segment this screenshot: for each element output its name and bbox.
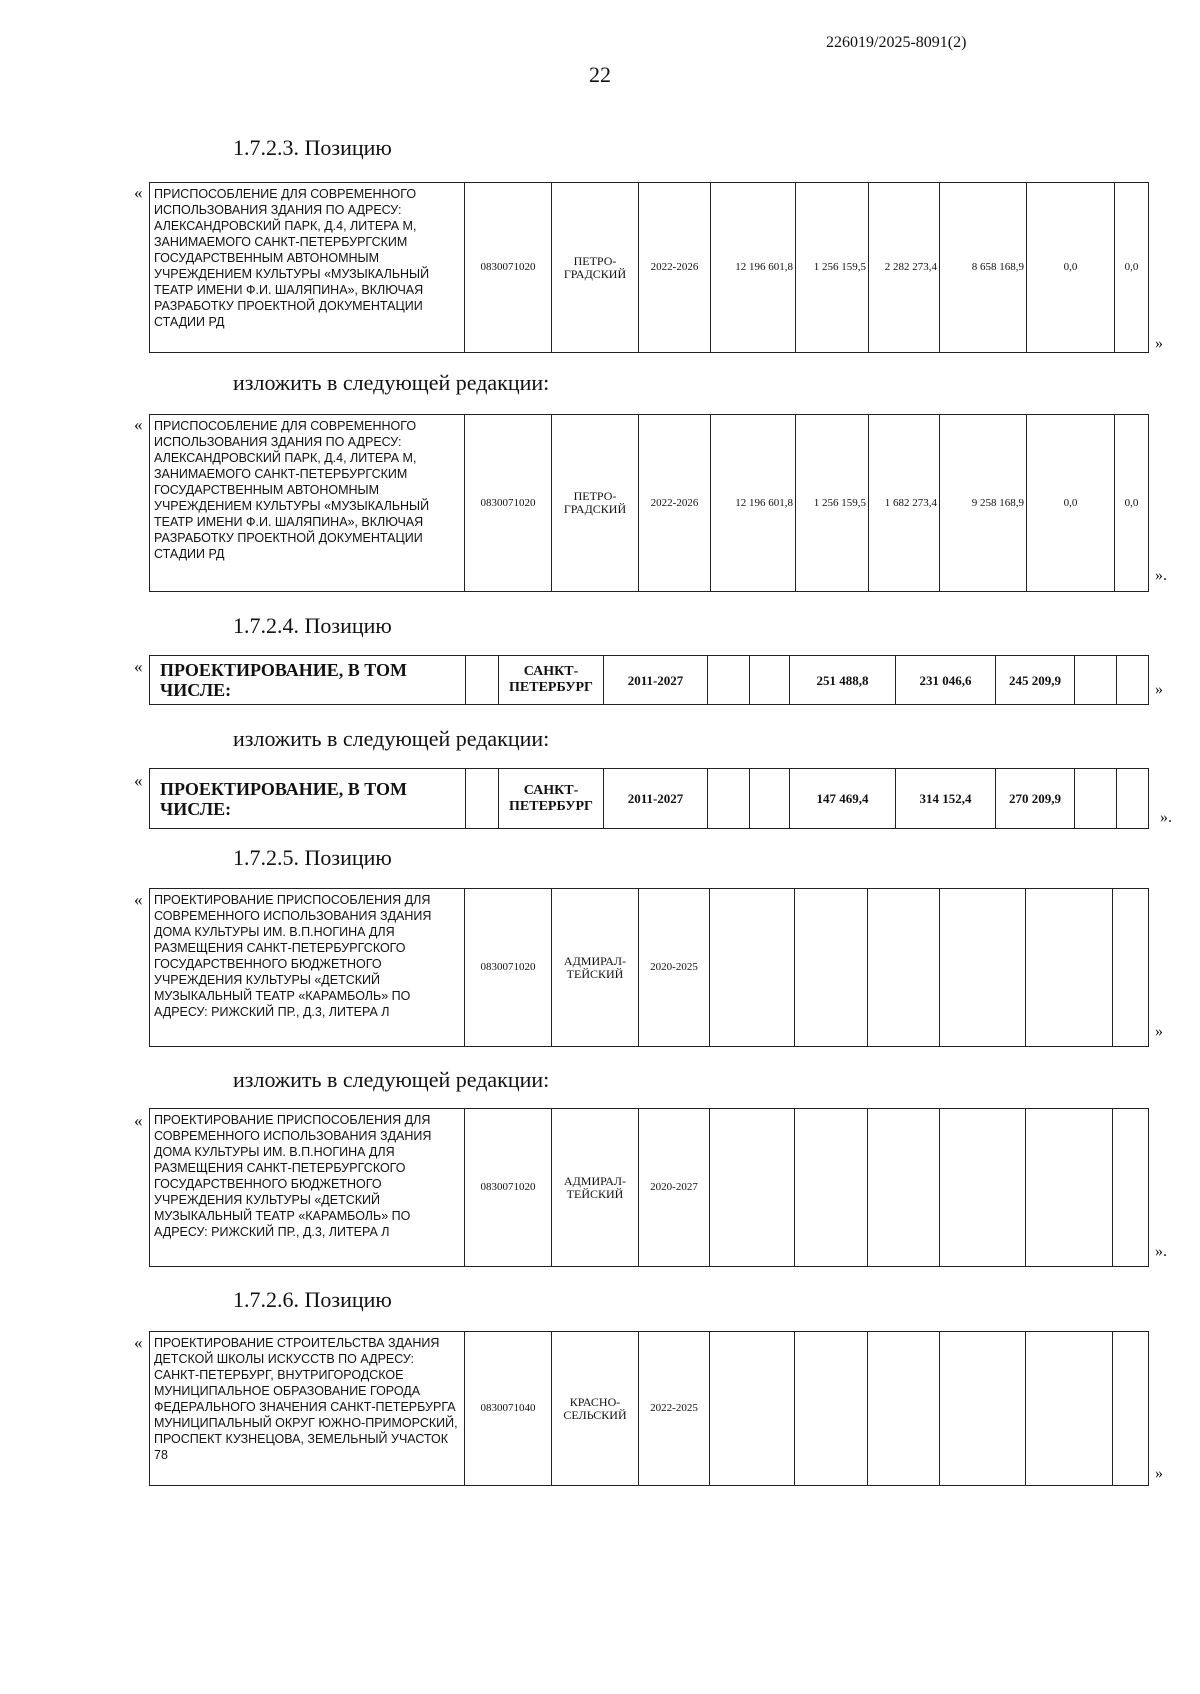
open-quote: « [134,1111,143,1130]
table-1-7-2-5-new [149,1108,1149,1267]
row-empty-cell [1117,656,1149,705]
row-value-6: 0,0 [1115,415,1149,592]
row-value-4: 9 258 168,9 [940,415,1027,592]
row-period: 2011-2027 [604,656,708,705]
row-value-6: 0,0 [1115,183,1149,353]
table-1-7-2-4-new [149,768,1149,829]
row-value-5: 0,0 [1027,415,1115,592]
row-value-2: 1 256 159,5 [796,415,869,592]
row-empty-cell [940,889,1026,1047]
row-value-5: 0,0 [1027,183,1115,353]
row-name: ПРОЕКТИРОВАНИЕ, В ТОМ ЧИСЛЕ: [150,769,466,829]
open-quote: « [134,657,143,676]
row-name: ПРОЕКТИРОВАНИЕ ПРИСПОСОБЛЕНИЯ ДЛЯ СОВРЕМЕННОГО ИСПОЛЬЗОВАНИЯ ЗДАНИЯ ДОМА КУЛЬТУРЫ ИМ. В.П.НОГИНА ДЛЯ РАЗМЕЩЕНИЯ САНКТ-ПЕТЕРБУРГСКОГО ГОСУДАРСТВЕННОГО БЮДЖЕТНОГО УЧРЕЖДЕНИЯ КУЛЬТУРЫ «ДЕТСКИЙ МУЗЫКАЛЬНЫЙ ТЕАТР «КАРАМБОЛЬ» ПО АДРЕСУ: РИЖСКИЙ ПР., Д.3, ЛИТЕРА Л [150,1109,465,1267]
row-empty-cell [710,889,795,1047]
row-period: 2022-2026 [639,183,711,353]
section-heading-1-7-2-4: 1.7.2.4. Позицию [233,613,392,638]
row-empty-cell [1026,1109,1113,1267]
row-empty-cell [795,889,868,1047]
row-period: 2022-2026 [639,415,711,592]
row-name: ПРИСПОСОБЛЕНИЕ ДЛЯ СОВРЕМЕННОГО ИСПОЛЬЗОВАНИЯ ЗДАНИЯ ПО АДРЕСУ: АЛЕКСАНДРОВСКИЙ ПАРК, Д.4, ЛИТЕРА М, ЗАНИМАЕМОГО САНКТ-ПЕТЕРБУРГСКИМ ГОСУДАРСТВЕННЫМ АВТОНОМНЫМ УЧРЕЖДЕНИЕМ КУЛЬТУРЫ «МУЗЫКАЛЬНЫЙ ТЕАТР ИМЕНИ Ф.И. ШАЛЯПИНА», ВКЛЮЧАЯ РАЗРАБОТКУ ПРОЕКТНОЙ ДОКУМЕНТАЦИИ СТАДИИ РД [150,415,465,592]
row-value-1: 147 469,4 [790,769,896,829]
row-empty-cell [868,1332,940,1486]
row-period: 2011-2027 [604,769,708,829]
row-value-4: 8 658 168,9 [940,183,1027,353]
doc-number: 226019/2025-8091(2) [826,34,967,51]
open-quote: « [134,183,143,202]
new-edition-label: изложить в следующей редакции: [233,1067,550,1092]
row-name: ПРОЕКТИРОВАНИЕ ПРИСПОСОБЛЕНИЯ ДЛЯ СОВРЕМЕННОГО ИСПОЛЬЗОВАНИЯ ЗДАНИЯ ДОМА КУЛЬТУРЫ ИМ. В.П.НОГИНА ДЛЯ РАЗМЕЩЕНИЯ САНКТ-ПЕТЕРБУРГСКОГО ГОСУДАРСТВЕННОГО БЮДЖЕТНОГО УЧРЕЖДЕНИЯ КУЛЬТУРЫ «ДЕТСКИЙ МУЗЫКАЛЬНЫЙ ТЕАТР «КАРАМБОЛЬ» ПО АДРЕСУ: РИЖСКИЙ ПР., Д.3, ЛИТЕРА Л [150,889,465,1047]
close-quote: » [1155,1023,1163,1040]
new-edition-label: изложить в следующей редакции: [233,726,550,751]
row-empty-cell [708,656,750,705]
row-value-2: 231 046,6 [896,656,996,705]
row-empty-cell [710,1332,795,1486]
row-empty-cell [750,656,790,705]
row-empty-cell [710,1109,795,1267]
open-quote: « [134,890,143,909]
close-quote: » [1155,1465,1163,1482]
row-period: 2022-2025 [639,1332,710,1486]
table-1-7-2-3-new [149,414,1149,592]
row-district: АДМИРАЛ-ТЕЙСКИЙ [552,1109,639,1267]
table-1-7-2-5-old [149,888,1149,1047]
row-empty-cell [1113,1332,1149,1486]
section-heading-1-7-2-3: 1.7.2.3. Позицию [233,135,392,160]
row-empty-cell [1026,1332,1113,1486]
close-quote: ». [1155,567,1167,584]
table-1-7-2-6-old [149,1331,1149,1486]
row-name: ПРОЕКТИРОВАНИЕ СТРОИТЕЛЬСТВА ЗДАНИЯ ДЕТСКОЙ ШКОЛЫ ИСКУССТВ ПО АДРЕСУ: САНКТ-ПЕТЕРБУРГ, ВНУТРИГОРОДСКОЕ МУНИЦИПАЛЬНОЕ ОБРАЗОВАНИЕ ГОРОДА ФЕДЕРАЛЬНОГО ЗНАЧЕНИЯ САНКТ-ПЕТЕРБУРГА МУНИЦИПАЛЬНЫЙ ОКРУГ ЮЖНО-ПРИМОРСКИЙ, ПРОСПЕКТ КУЗНЕЦОВА, ЗЕМЕЛЬНЫЙ УЧАСТОК 78 [150,1332,465,1486]
open-quote: « [134,1333,143,1352]
open-quote: « [134,415,143,434]
open-quote: « [134,771,143,790]
row-district: ПЕТРО-ГРАДСКИЙ [552,415,639,592]
row-empty-cell [750,769,790,829]
row-code: 0830071020 [465,1109,552,1267]
row-name: ПРОЕКТИРОВАНИЕ, В ТОМ ЧИСЛЕ: [150,656,466,705]
row-empty-cell [940,1332,1026,1486]
row-empty-cell [1113,889,1149,1047]
close-quote: ». [1160,809,1172,826]
row-value-3: 270 209,9 [996,769,1075,829]
row-empty-cell [868,1109,940,1267]
row-empty-cell [1117,769,1149,829]
table-1-7-2-4-old [149,655,1149,705]
row-period: 2020-2027 [639,1109,710,1267]
row-period: 2020-2025 [639,889,710,1047]
page-number: 22 [589,62,611,87]
row-empty-cell [868,889,940,1047]
row-empty-cell [795,1332,868,1486]
section-heading-1-7-2-6: 1.7.2.6. Позицию [233,1287,392,1312]
row-empty-cell [1075,656,1117,705]
row-empty-cell [708,769,750,829]
row-empty-cell [1075,769,1117,829]
row-code: 0830071020 [465,889,552,1047]
row-district: АДМИРАЛ-ТЕЙСКИЙ [552,889,639,1047]
row-value-1: 12 196 601,8 [711,415,796,592]
row-empty-cell [1113,1109,1149,1267]
row-empty-cell [466,769,499,829]
close-quote: ». [1155,1243,1167,1260]
row-value-2: 1 256 159,5 [796,183,869,353]
row-empty-cell [1026,889,1113,1047]
row-value-3: 245 209,9 [996,656,1075,705]
row-empty-cell [795,1109,868,1267]
row-name: ПРИСПОСОБЛЕНИЕ ДЛЯ СОВРЕМЕННОГО ИСПОЛЬЗОВАНИЯ ЗДАНИЯ ПО АДРЕСУ: АЛЕКСАНДРОВСКИЙ ПАРК, Д.4, ЛИТЕРА М, ЗАНИМАЕМОГО САНКТ-ПЕТЕРБУРГСКИМ ГОСУДАРСТВЕННЫМ АВТОНОМНЫМ УЧРЕЖДЕНИЕМ КУЛЬТУРЫ «МУЗЫКАЛЬНЫЙ ТЕАТР ИМЕНИ Ф.И. ШАЛЯПИНА», ВКЛЮЧАЯ РАЗРАБОТКУ ПРОЕКТНОЙ ДОКУМЕНТАЦИИ СТАДИИ РД [150,183,465,353]
row-value-1: 251 488,8 [790,656,896,705]
row-value-3: 1 682 273,4 [869,415,940,592]
row-code: 0830071040 [465,1332,552,1486]
row-code: 0830071020 [465,183,552,353]
row-district: САНКТ-ПЕТЕРБУРГ [499,656,604,705]
row-district: КРАСНО-СЕЛЬСКИЙ [552,1332,639,1486]
new-edition-label: изложить в следующей редакции: [233,370,550,395]
row-district: ПЕТРО-ГРАДСКИЙ [552,183,639,353]
row-code: 0830071020 [465,415,552,592]
section-heading-1-7-2-5: 1.7.2.5. Позицию [233,845,392,870]
close-quote: » [1155,681,1163,698]
row-value-3: 2 282 273,4 [869,183,940,353]
row-empty-cell [940,1109,1026,1267]
row-district: САНКТ-ПЕТЕРБУРГ [499,769,604,829]
row-value-1: 12 196 601,8 [711,183,796,353]
row-empty-cell [466,656,499,705]
table-1-7-2-3-old [149,182,1149,353]
close-quote: » [1155,335,1163,352]
row-value-2: 314 152,4 [896,769,996,829]
